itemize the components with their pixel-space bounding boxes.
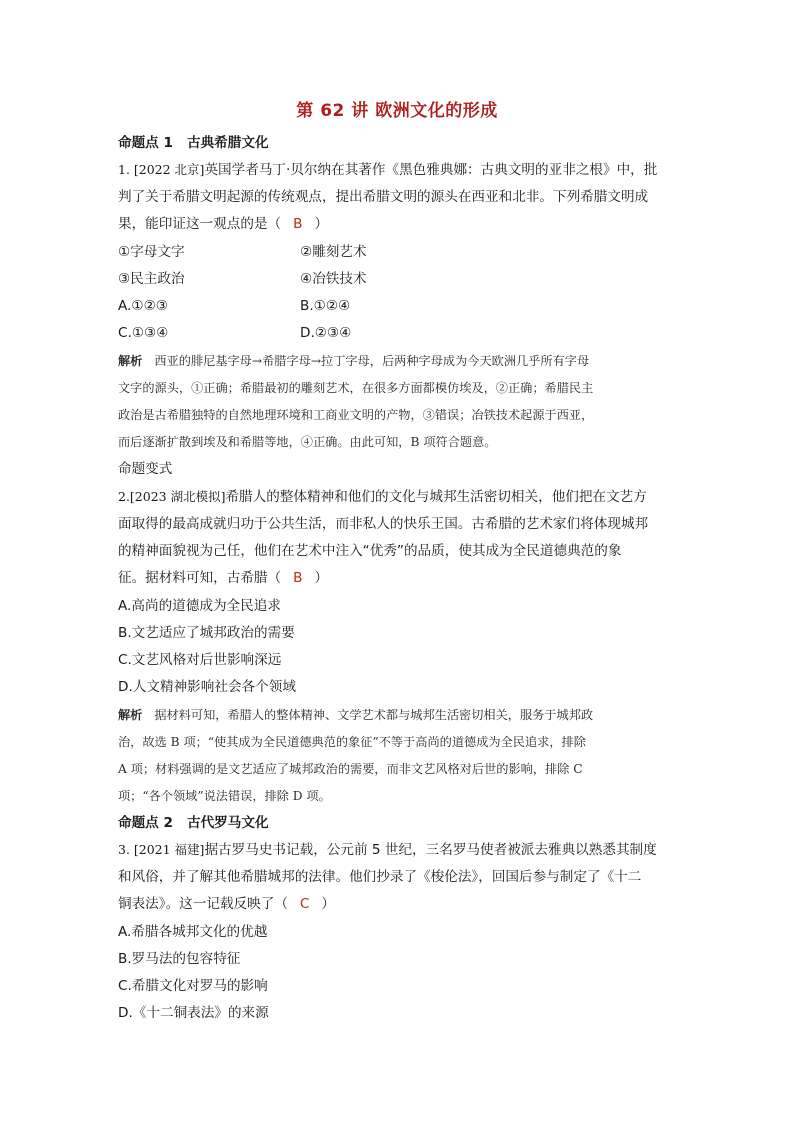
explanation-label: 解析 xyxy=(118,708,143,722)
q3-answer: C xyxy=(299,896,310,912)
q1-source: 1. [2022 北京] xyxy=(118,162,205,177)
section-label: 命题点 2 xyxy=(118,815,173,831)
q2-explanation-line: 解析 据材料可知，希腊人的整体精神、文学艺术都与城邦生活密切相关，服务于城邦政 xyxy=(118,708,594,722)
q2-line-1: 2.[2023 湖北模拟]希腊人的整体精神和他们的文化与城邦生活密切相关，他们把在文艺方 xyxy=(118,489,647,505)
q2-option: A.高尚的道德成为全民追求 xyxy=(118,598,281,614)
q1-option: D.②③④ xyxy=(300,325,352,341)
q3-line-2: 和风俗，并了解其他希腊城邦的法律。他们抄录了《梭伦法》，回国后参与制定了《十二 xyxy=(118,869,642,885)
q1-option: B.①②④ xyxy=(300,298,351,314)
q1-option: A.①②③ xyxy=(118,298,168,314)
q2-explanation-line: A 项；材料强调的是文艺适应了城邦政治的需要，而非文艺风格对后世的影响，排除 C xyxy=(118,762,583,776)
section-heading-1 xyxy=(118,133,678,153)
q3-line-1: 3. [2021 福建]据古罗马史书记载，公元前 5 世纪，三名罗马使者被派去雅典以熟悉其制度 xyxy=(118,842,657,858)
q1-items-row-1 xyxy=(118,242,678,262)
section-name: 古代罗马文化 xyxy=(186,815,269,831)
q2-line-3: 的精神面貌视为己任，他们在艺术中注入“优秀”的品质，使其成为全民道德典范的象 xyxy=(118,543,622,559)
q1-explanation-line: 解析 西亚的腓尼基字母→希腊字母→拉丁字母，后两种字母成为今天欧洲几乎所有字母 xyxy=(118,354,590,368)
q3-option: C.希腊文化对罗马的影响 xyxy=(118,978,268,994)
q3-option: D.《十二铜表法》的来源 xyxy=(118,1005,269,1021)
q3-source: 3. [2021 福建] xyxy=(118,842,205,857)
q2-answer: B xyxy=(293,570,303,586)
section-heading-2 xyxy=(118,813,678,833)
section-name: 古典希腊文化 xyxy=(186,135,269,151)
q1-option: C.①③④ xyxy=(118,325,169,341)
q1-item: ④冶铁技术 xyxy=(300,271,367,287)
q3-line-3: 铜表法》。这一记载反映了（ C ） xyxy=(118,896,336,912)
q1-options-row-1 xyxy=(118,296,678,316)
q1-items-row-2 xyxy=(118,269,678,289)
q1-line-2: 判了关于希腊文明起源的传统观点，提出希腊文明的源头在西亚和北非。下列希腊文明成 xyxy=(118,189,649,205)
explanation-label: 解析 xyxy=(118,354,143,368)
q2-option: C.文艺风格对后世影响深远 xyxy=(118,652,282,668)
q1-line-1: 1. [2022 北京]英国学者马丁·贝尔纳在其著作《黑色雅典娜：古典文明的亚非之根》中，批 xyxy=(118,162,658,178)
q1-explanation-line: 而后逐渐扩散到埃及和希腊等地，④正确。由此可知，B 项符合题意。 xyxy=(118,435,497,449)
q2-option: D.人文精神影响社会各个领域 xyxy=(118,679,296,695)
q1-explanation-line: 政治是古希腊独特的自然地理环境和工商业文明的产物，③错误；冶铁技术起源于西亚， xyxy=(118,408,594,422)
q1-answer: B xyxy=(293,216,303,232)
q2-option: B.文艺适应了城邦政治的需要 xyxy=(118,625,295,641)
page-title: 第 62 讲 欧洲文化的形成 xyxy=(296,101,498,121)
q2-explanation-line: 项；“各个领域”说法错误，排除 D 项。 xyxy=(118,789,331,803)
q1-options-row-2 xyxy=(118,323,678,343)
q1-item: ①字母文字 xyxy=(118,244,185,260)
q1-item: ③民主政治 xyxy=(118,271,185,287)
q1-item: ②雕刻艺术 xyxy=(300,244,367,260)
q3-option: A.希腊各城邦文化的优越 xyxy=(118,924,268,940)
q3-option: B.罗马法的包容特征 xyxy=(118,951,241,967)
q2-line-2: 面取得的最高成就归功于公共生活，而非私人的快乐王国。古希腊的艺术家们将体现城邦 xyxy=(118,516,649,532)
variant-heading: 命题变式 xyxy=(118,461,173,477)
q1-explanation-line: 文字的源头，①正确；希腊最初的雕刻艺术，在很多方面都模仿埃及，②正确；希腊民主 xyxy=(118,381,594,395)
section-label: 命题点 1 xyxy=(118,135,173,151)
q2-explanation-line: 治，故选 B 项；“使其成为全民道德典范的象征”不等于高尚的道德成为全民追求，排除 xyxy=(118,735,586,749)
q1-line-3: 果，能印证这一观点的是（ B ） xyxy=(118,216,329,232)
q2-source: 2.[2023 湖北模拟] xyxy=(118,489,226,504)
q2-line-4: 征。据材料可知，古希腊（ B ） xyxy=(118,570,329,586)
